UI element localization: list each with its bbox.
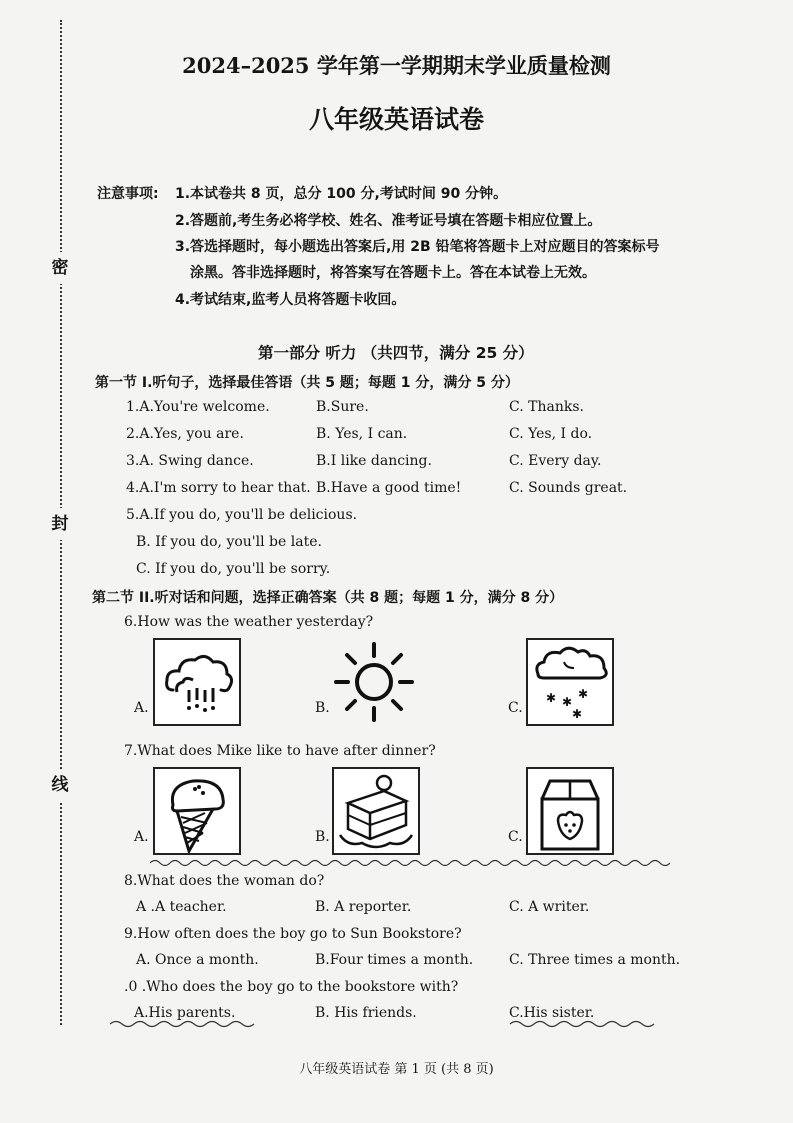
wavy-underline-bottom bbox=[110, 1018, 655, 1030]
q3-option-b: B.I like dancing. bbox=[316, 453, 432, 469]
q10-option-c: C.His sister. bbox=[509, 1005, 595, 1021]
svg-text:✱: ✱ bbox=[546, 691, 557, 705]
q7-image-b bbox=[332, 767, 420, 855]
q10-question: .0 .Who does the boy go to the bookstore with? bbox=[124, 979, 459, 995]
q6-image-a bbox=[153, 638, 241, 726]
sun-icon bbox=[332, 638, 416, 722]
q1-option-c: C. Thanks. bbox=[509, 399, 584, 415]
notes-label: 注意事项: bbox=[97, 186, 159, 202]
q6-label-c: C. bbox=[508, 700, 523, 716]
note-item-4: 4.考试结束,监考人员将答题卡收回。 bbox=[175, 292, 406, 308]
cake-icon bbox=[334, 769, 418, 853]
q6-image-c bbox=[526, 638, 614, 726]
wavy-underline bbox=[150, 858, 670, 868]
snow-cloud-icon bbox=[528, 640, 612, 724]
q4-option-a: 4.A.I'm sorry to hear that. bbox=[126, 480, 311, 496]
binding-char-feng: 封 bbox=[44, 508, 76, 540]
exam-subtitle: 八年级英语试卷 bbox=[308, 105, 484, 134]
rain-cloud-icon bbox=[155, 640, 239, 724]
q6-image-b bbox=[332, 638, 416, 722]
q3-option-a: 3.A. Swing dance. bbox=[126, 453, 254, 469]
section-two-heading: 第二节 II.听对话和问题，选择正确答案（共 8 题；每题 1 分，满分 8 分） bbox=[92, 590, 564, 606]
q8-option-b: B. A reporter. bbox=[315, 899, 412, 915]
q8-option-a: A .A teacher. bbox=[136, 899, 227, 915]
page-footer: 八年级英语试卷 第 1 页 (共 8 页) bbox=[299, 1062, 494, 1077]
q7-label-a: A. bbox=[134, 829, 149, 845]
section-one-heading: 第一节 I.听句子，选择最佳答语（共 5 题；每题 1 分，满分 5 分） bbox=[95, 375, 519, 391]
q5-option-a: 5.A.If you do, you'll be delicious. bbox=[126, 507, 358, 523]
note-item-3-cont: 涂黑。答非选择题时，将答案写在答题卡上。答在本试卷上无效。 bbox=[190, 265, 596, 281]
q3-option-c: C. Every day. bbox=[509, 453, 602, 469]
q1-option-a: 1.A.You're welcome. bbox=[126, 399, 270, 415]
q6-label-a: A. bbox=[134, 700, 149, 716]
q7-label-c: C. bbox=[508, 829, 523, 845]
q4-option-b: B.Have a good time! bbox=[316, 480, 462, 496]
q10-option-a: A.His parents. bbox=[134, 1005, 236, 1021]
svg-text:✱: ✱ bbox=[562, 695, 573, 709]
q6-label-b: B. bbox=[315, 700, 330, 716]
q10-option-b: B. His friends. bbox=[315, 1005, 417, 1021]
q9-option-c: C. Three times a month. bbox=[509, 952, 681, 968]
exam-title: 2024–2025 学年第一学期期末学业质量检测 bbox=[182, 53, 611, 78]
q4-option-c: C. Sounds great. bbox=[509, 480, 628, 496]
q6-question: 6.How was the weather yesterday? bbox=[124, 614, 374, 630]
binding-char-xian: 线 bbox=[44, 769, 76, 801]
q1-option-b: B.Sure. bbox=[316, 399, 369, 415]
q8-question: 8.What does the woman do? bbox=[124, 873, 325, 889]
q5-option-b: B. If you do, you'll be late. bbox=[136, 534, 322, 550]
note-item-2: 2.答题前,考生务必将学校、姓名、准考证号填在答题卡相应位置上。 bbox=[175, 213, 602, 229]
q2-option-c: C. Yes, I do. bbox=[509, 426, 593, 442]
svg-text:✱: ✱ bbox=[578, 687, 589, 701]
milk-carton-icon bbox=[528, 769, 612, 853]
q7-label-b: B. bbox=[315, 829, 330, 845]
q7-question: 7.What does Mike like to have after dinner? bbox=[124, 743, 436, 759]
note-item-1: 1.本试卷共 8 页，总分 100 分,考试时间 90 分钟。 bbox=[175, 186, 508, 202]
q9-question: 9.How often does the boy go to Sun Bookstore? bbox=[124, 926, 462, 942]
svg-text:✱: ✱ bbox=[572, 707, 583, 721]
q7-image-a bbox=[153, 767, 241, 855]
q2-option-b: B. Yes, I can. bbox=[316, 426, 408, 442]
ice-cream-icon bbox=[155, 769, 239, 853]
q8-option-c: C. A writer. bbox=[509, 899, 590, 915]
part-one-heading: 第一部分 听力 （共四节，满分 25 分） bbox=[258, 344, 534, 362]
q9-option-b: B.Four times a month. bbox=[315, 952, 474, 968]
q5-option-c: C. If you do, you'll be sorry. bbox=[136, 561, 331, 577]
note-item-3: 3.答选择题时，每小题选出答案后,用 2B 铅笔将答题卡上对应题目的答案标号 bbox=[175, 239, 660, 255]
q2-option-a: 2.A.Yes, you are. bbox=[126, 426, 244, 442]
q9-option-a: A. Once a month. bbox=[136, 952, 259, 968]
q7-image-c bbox=[526, 767, 614, 855]
binding-char-mi: 密 bbox=[44, 252, 76, 284]
